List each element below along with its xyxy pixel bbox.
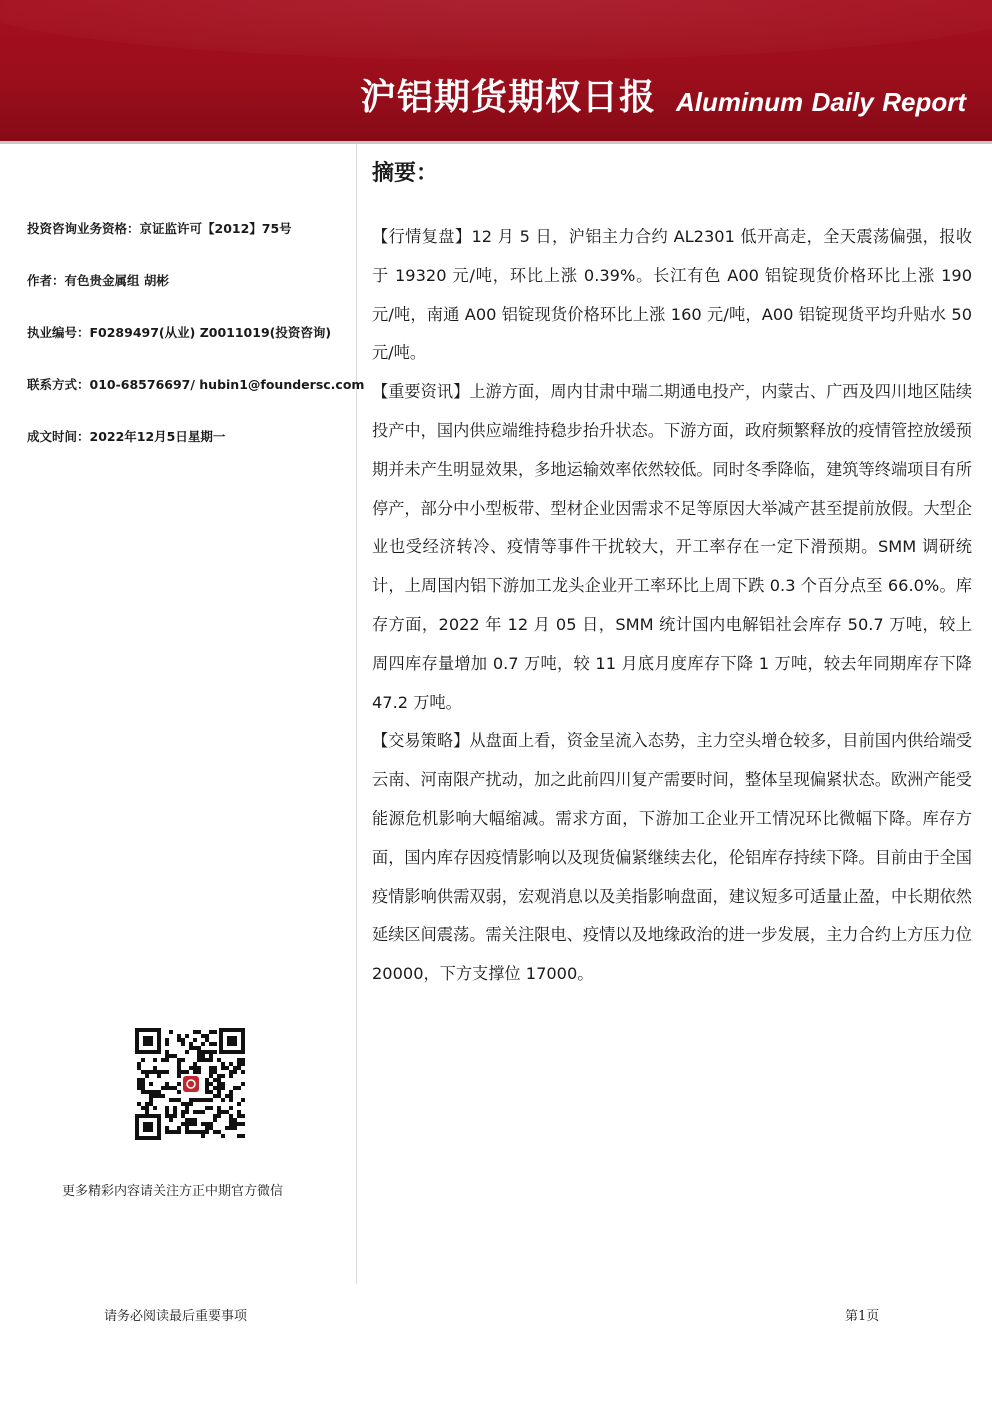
qr-module — [193, 1118, 197, 1122]
qr-module — [197, 1046, 201, 1050]
qr-module — [197, 1070, 201, 1074]
qr-module — [145, 1110, 149, 1114]
qr-module — [217, 1074, 221, 1078]
qr-module — [213, 1050, 217, 1054]
qr-module — [237, 1110, 241, 1114]
qr-module — [205, 1090, 209, 1094]
qr-module — [217, 1090, 221, 1094]
summary-title: 摘要： — [372, 161, 439, 186]
qr-module — [149, 1070, 153, 1074]
qr-module — [165, 1050, 169, 1054]
qr-module — [237, 1114, 241, 1118]
qr-module — [189, 1066, 193, 1070]
qr-module — [161, 1094, 165, 1098]
trading-strategy-paragraph — [372, 722, 972, 994]
qr-module — [177, 1090, 181, 1094]
qr-module — [197, 1030, 201, 1034]
key-news-text: 上游方面，周内甘肃中瑞二期通电投产，内蒙古、广西及四川地区陆续投产中，国内供应端维持稳步抬升状态。下游方面，政府频繁释放的疫情管控放缓预期并未产生明显效果，多地运输效率依然较低。同时冬季降临，建筑等终端项目有所停产，部分中小型板带、型材企业因需求不足等原因大举减产甚至提前放假。大型企业也受经济转冷、疫情等事件干扰较大，开工率存在一定下滑预期。SMM 调研统计，上周国内铝下游加工龙头企业开工率环比上周下跌 0.3 个百分点至 66.0%。库存方面，2022 年 12 月 05 日，SMM 统计国内电解铝社会库存 50.7 万吨，较上周四库存量增加 0.7 万吨，较 11 月底月度库存下降 1 万吨，较去年同期库存下降 47.2 万吨。 — [372, 382, 973, 712]
qr-module — [189, 1098, 193, 1102]
qr-module — [157, 1070, 161, 1074]
qr-module — [141, 1058, 145, 1062]
qr-code-image — [135, 1028, 245, 1140]
qr-module — [177, 1082, 181, 1086]
qr-module — [201, 1054, 205, 1058]
qr-module — [149, 1102, 153, 1106]
qr-module — [241, 1070, 245, 1074]
header-divider — [0, 141, 992, 144]
qr-module — [201, 1058, 205, 1062]
qr-module — [209, 1054, 213, 1058]
qr-module — [177, 1058, 181, 1062]
qr-module — [193, 1098, 197, 1102]
contact-line: 联系方式：010-68576697/ hubin1@foundersc.com — [27, 377, 365, 392]
qr-module — [137, 1078, 141, 1082]
qr-module — [145, 1070, 149, 1074]
qr-module — [213, 1086, 217, 1090]
qr-module — [221, 1098, 225, 1102]
qr-module — [209, 1042, 213, 1046]
qr-module — [229, 1090, 233, 1094]
qr-module — [217, 1094, 221, 1098]
qr-module — [205, 1122, 209, 1126]
author-info-sidebar — [27, 218, 365, 478]
qr-module — [181, 1058, 185, 1062]
qr-module — [185, 1118, 189, 1122]
qr-module — [161, 1070, 165, 1074]
qr-module — [185, 1102, 189, 1106]
qr-module — [201, 1034, 205, 1038]
qr-module — [173, 1130, 177, 1134]
qr-module — [205, 1106, 209, 1110]
disclaimer-note: 请务必阅读最后重要事项 — [104, 1309, 248, 1324]
qr-module — [169, 1118, 173, 1122]
qr-module — [229, 1074, 233, 1078]
qr-module — [201, 1098, 205, 1102]
trading-strategy-tag: 【交易策略】 — [372, 731, 470, 751]
qr-module — [221, 1066, 225, 1070]
qr-module — [149, 1090, 153, 1094]
qr-module — [157, 1094, 161, 1098]
qr-module — [221, 1082, 225, 1086]
qr-module — [237, 1066, 241, 1070]
qr-module — [185, 1110, 189, 1114]
qr-module — [181, 1114, 185, 1118]
qr-module — [137, 1082, 141, 1086]
qr-module — [205, 1050, 209, 1054]
qr-module — [229, 1070, 233, 1074]
qr-module — [229, 1122, 233, 1126]
qr-module — [221, 1110, 225, 1114]
qr-module — [189, 1102, 193, 1106]
qr-module — [233, 1126, 237, 1130]
qr-module — [165, 1130, 169, 1134]
qr-module — [217, 1130, 221, 1134]
qr-module — [233, 1070, 237, 1074]
qr-module — [225, 1110, 229, 1114]
qr-module — [237, 1134, 241, 1138]
qr-module — [201, 1110, 205, 1114]
qr-module — [209, 1126, 213, 1130]
qualification-line: 投资咨询业务资格：京证监许可【2012】75号 — [27, 221, 292, 236]
qr-module — [201, 1130, 205, 1134]
qr-module — [241, 1114, 245, 1118]
title-en-word: Daily — [811, 87, 874, 117]
qr-module — [225, 1126, 229, 1130]
qr-module — [189, 1122, 193, 1126]
qr-module — [213, 1118, 217, 1122]
qr-module — [177, 1098, 181, 1102]
qr-module — [197, 1054, 201, 1058]
qr-module — [173, 1106, 177, 1110]
qr-module — [137, 1102, 141, 1106]
qr-module — [173, 1098, 177, 1102]
qr-module — [237, 1122, 241, 1126]
qr-module — [165, 1070, 169, 1074]
qr-module — [209, 1030, 213, 1034]
qr-module — [177, 1038, 181, 1042]
title-en-word: Report — [882, 87, 966, 117]
key-news-paragraph — [372, 373, 972, 722]
qr-module — [157, 1074, 161, 1078]
qr-module — [229, 1126, 233, 1130]
summary-section — [372, 154, 972, 994]
trading-strategy-text: 从盘面上看，资金呈流入态势，主力空头增仓较多，目前国内供给端受云南、河南限产扰动，加之此前四川复产需要时间，整体呈现偏紧状态。欧洲产能受能源危机影响大幅缩减。需求方面，下游加工企业开工情况环比微幅下降。库存方面，国内库存因疫情影响以及现货偏紧继续去化，伦铝库存持续下降。目前由于全国疫情影响供需双弱，宏观消息以及美指影响盘面，建议短多可适量止盈，中长期依然延续区间震荡。需关注限电、疫情以及地缘政治的进一步发展，主力合约上方压力位 20000，下方支撑位 17000。 — [372, 731, 973, 984]
qr-module — [165, 1082, 169, 1086]
qr-module — [145, 1102, 149, 1106]
qr-module — [177, 1066, 181, 1070]
qr-module — [165, 1114, 169, 1118]
wechat-qr-code — [135, 1028, 245, 1140]
qr-module — [237, 1102, 241, 1106]
qr-module — [197, 1110, 201, 1114]
qr-module — [193, 1070, 197, 1074]
qr-module — [153, 1090, 157, 1094]
qr-module — [217, 1058, 221, 1062]
qr-module — [197, 1098, 201, 1102]
qr-module — [185, 1106, 189, 1110]
qr-module — [233, 1086, 237, 1090]
qr-module — [181, 1070, 185, 1074]
qr-module — [165, 1086, 169, 1090]
qr-module — [205, 1130, 209, 1134]
qr-module — [193, 1062, 197, 1066]
qr-module — [145, 1074, 149, 1078]
qr-module — [217, 1114, 221, 1118]
qr-module — [193, 1122, 197, 1126]
qr-module — [177, 1130, 181, 1134]
qr-module — [209, 1050, 213, 1054]
qr-module — [169, 1086, 173, 1090]
qr-module — [169, 1054, 173, 1058]
qr-module — [141, 1078, 145, 1082]
qr-module — [165, 1054, 169, 1058]
qr-module — [241, 1134, 245, 1138]
qr-module — [185, 1050, 189, 1054]
qr-module — [217, 1106, 221, 1110]
qr-module — [217, 1082, 221, 1086]
qr-module — [209, 1066, 213, 1070]
qr-module — [241, 1082, 245, 1086]
qr-module — [169, 1130, 173, 1134]
qr-module — [205, 1126, 209, 1130]
qr-module — [213, 1066, 217, 1070]
qr-module — [153, 1070, 157, 1074]
qr-module — [161, 1058, 165, 1062]
qr-module — [153, 1066, 157, 1070]
report-header-band — [0, 0, 992, 141]
qr-module — [141, 1106, 145, 1110]
qr-module — [197, 1066, 201, 1070]
qr-module — [189, 1046, 193, 1050]
qr-module — [209, 1098, 213, 1102]
key-news-tag: 【重要资讯】 — [372, 382, 470, 402]
qr-module — [185, 1034, 189, 1038]
qr-module — [205, 1082, 209, 1086]
qr-caption: 更多精彩内容请关注方正中期官方微信 — [62, 1184, 284, 1199]
qr-module — [209, 1058, 213, 1062]
qr-module — [149, 1098, 153, 1102]
qr-module — [201, 1122, 205, 1126]
qr-module — [193, 1066, 197, 1070]
qr-module — [169, 1114, 173, 1118]
qr-module — [209, 1122, 213, 1126]
qr-module — [193, 1046, 197, 1050]
qr-module — [233, 1122, 237, 1126]
qr-module — [141, 1082, 145, 1086]
qr-module — [205, 1038, 209, 1042]
qr-module — [233, 1118, 237, 1122]
qr-module — [189, 1118, 193, 1122]
qr-module — [189, 1130, 193, 1134]
qr-module — [225, 1066, 229, 1070]
qr-module — [197, 1058, 201, 1062]
qr-module — [201, 1134, 205, 1138]
qr-module — [157, 1090, 161, 1094]
qr-module — [137, 1086, 141, 1090]
qr-module — [169, 1098, 173, 1102]
qr-module — [173, 1110, 177, 1114]
qr-module — [169, 1030, 173, 1034]
author-line: 作者：有色贵金属组 胡彬 — [27, 273, 169, 288]
qr-module — [221, 1074, 225, 1078]
qr-module — [145, 1106, 149, 1110]
qr-module — [241, 1122, 245, 1126]
qr-module — [177, 1034, 181, 1038]
qr-module — [137, 1062, 141, 1066]
qr-module — [173, 1054, 177, 1058]
qr-module — [165, 1042, 169, 1046]
report-title-cn: 沪铝期货期权日报 — [360, 77, 657, 118]
qr-module — [205, 1034, 209, 1038]
qr-module — [205, 1078, 209, 1082]
qr-module — [229, 1106, 233, 1110]
qr-module — [205, 1098, 209, 1102]
qr-module — [221, 1086, 225, 1090]
qr-module — [193, 1038, 197, 1042]
qr-module — [165, 1126, 169, 1130]
page-number: 第1页 — [845, 1309, 880, 1324]
market-review-paragraph — [372, 218, 972, 373]
qr-module — [241, 1062, 245, 1066]
qr-module — [221, 1134, 225, 1138]
qr-module — [177, 1126, 181, 1130]
qr-module — [221, 1062, 225, 1066]
qr-module — [213, 1070, 217, 1074]
qr-module — [229, 1094, 233, 1098]
title-en-word: Aluminum — [676, 87, 804, 117]
qr-module — [165, 1106, 169, 1110]
qr-module — [213, 1078, 217, 1082]
market-review-tag: 【行情复盘】 — [372, 227, 472, 246]
qr-module — [189, 1042, 193, 1046]
qr-module — [201, 1042, 205, 1046]
qr-module — [233, 1066, 237, 1070]
qr-module — [237, 1058, 241, 1062]
qr-module — [213, 1114, 217, 1118]
qr-module — [229, 1062, 233, 1066]
qr-module — [145, 1090, 149, 1094]
qr-module — [177, 1074, 181, 1078]
qr-module — [153, 1058, 157, 1062]
qr-module — [193, 1030, 197, 1034]
qr-module — [153, 1106, 157, 1110]
qr-module — [205, 1058, 209, 1062]
qr-module — [213, 1042, 217, 1046]
qr-module — [165, 1058, 169, 1062]
qr-module — [213, 1130, 217, 1134]
qr-module — [181, 1102, 185, 1106]
qr-module — [161, 1086, 165, 1090]
qr-module — [181, 1110, 185, 1114]
qr-module — [173, 1086, 177, 1090]
qr-module — [237, 1086, 241, 1090]
qr-module — [185, 1070, 189, 1074]
qr-module — [197, 1130, 201, 1134]
qr-module — [141, 1070, 145, 1074]
qr-module — [217, 1086, 221, 1090]
qr-center-logo — [183, 1076, 199, 1092]
qr-module — [225, 1094, 229, 1098]
qr-module — [181, 1122, 185, 1126]
qr-module — [149, 1082, 153, 1086]
license-number-line: 执业编号：F0289497(从业) Z0011019(投资咨询) — [27, 325, 332, 340]
qr-module — [213, 1094, 217, 1098]
qr-module — [229, 1118, 233, 1122]
qr-module — [229, 1114, 233, 1118]
qr-module — [209, 1074, 213, 1078]
date-line: 成文时间：2022年12月5日星期一 — [27, 429, 226, 444]
qr-module — [197, 1050, 201, 1054]
qr-module — [177, 1070, 181, 1074]
qr-module — [209, 1090, 213, 1094]
qr-module — [193, 1130, 197, 1134]
qr-module — [217, 1110, 221, 1114]
qr-module — [141, 1090, 145, 1094]
qr-module — [205, 1086, 209, 1090]
qr-module — [141, 1086, 145, 1090]
qr-module — [209, 1070, 213, 1074]
qr-module — [229, 1098, 233, 1102]
qr-module — [241, 1058, 245, 1062]
qr-module — [149, 1094, 153, 1098]
qr-module — [185, 1130, 189, 1134]
report-title-en — [676, 84, 966, 120]
qr-module — [137, 1066, 141, 1070]
qr-module — [165, 1110, 169, 1114]
qr-module — [185, 1126, 189, 1130]
qr-module — [213, 1030, 217, 1034]
qr-module — [193, 1110, 197, 1114]
qr-module — [201, 1050, 205, 1054]
qr-module — [185, 1122, 189, 1126]
qr-module — [181, 1038, 185, 1042]
qr-module — [237, 1062, 241, 1066]
market-review-text: 12 月 5 日，沪铝主力合约 AL2301 低开高走，全天震荡偏强，报收于 19320 元/吨，环比上涨 0.39%。长江有色 A00 铝锭现货价格环比上涨 190 元/吨，南通 A00 铝锭现货价格环比上涨 160 元/吨，A00 铝锭现货平均升贴水 50 元/吨。 — [372, 227, 973, 363]
qr-module — [217, 1078, 221, 1082]
qr-module — [209, 1082, 213, 1086]
qr-module — [209, 1106, 213, 1110]
qr-module — [165, 1038, 169, 1042]
qr-module — [177, 1062, 181, 1066]
qr-module — [173, 1114, 177, 1118]
header-highlight — [0, 0, 992, 60]
qr-module — [181, 1042, 185, 1046]
qr-module — [153, 1094, 157, 1098]
qr-module — [241, 1098, 245, 1102]
